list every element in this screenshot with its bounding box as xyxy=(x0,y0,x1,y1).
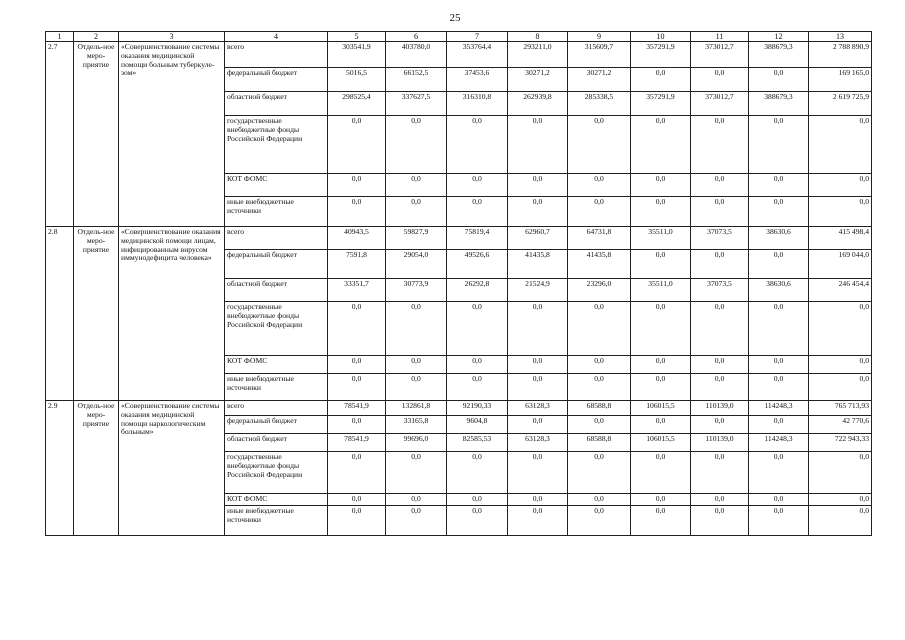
amount-cell: 285338,5 xyxy=(568,92,631,116)
measure-title: «Совершенствование оказания медицинской помощи лицам, инфицированным вирусом иммунодефицита человека» xyxy=(119,227,225,401)
amount-cell: 21524,9 xyxy=(508,279,568,302)
funding-source: федеральный бюджет xyxy=(225,68,328,92)
amount-cell: 0,0 xyxy=(749,116,809,174)
amount-cell: 106015,5 xyxy=(631,401,691,416)
amount-cell: 68588,8 xyxy=(568,434,631,452)
amount-cell: 33165,8 xyxy=(386,416,447,434)
total-amount-cell: 0,0 xyxy=(809,197,872,227)
amount-cell: 0,0 xyxy=(691,356,749,374)
amount-cell: 99696,0 xyxy=(386,434,447,452)
column-header: 2 xyxy=(74,32,119,42)
amount-cell: 0,0 xyxy=(749,68,809,92)
amount-cell: 0,0 xyxy=(386,374,447,401)
funding-source: федеральный бюджет xyxy=(225,416,328,434)
amount-cell: 0,0 xyxy=(386,356,447,374)
total-amount-cell: 169 044,0 xyxy=(809,250,872,279)
amount-cell: 0,0 xyxy=(447,452,508,494)
amount-cell: 0,0 xyxy=(568,452,631,494)
measure-type: Отдель-ное меро-приятие xyxy=(74,227,119,401)
amount-cell: 0,0 xyxy=(508,416,568,434)
amount-cell: 26292,8 xyxy=(447,279,508,302)
amount-cell: 0,0 xyxy=(568,416,631,434)
page-number: 25 xyxy=(449,12,461,24)
amount-cell: 0,0 xyxy=(691,116,749,174)
column-header: 6 xyxy=(386,32,447,42)
amount-cell: 0,0 xyxy=(568,506,631,536)
amount-cell: 66152,5 xyxy=(386,68,447,92)
amount-cell: 41435,8 xyxy=(568,250,631,279)
total-row xyxy=(46,42,872,68)
amount-cell: 0,0 xyxy=(508,494,568,506)
amount-cell: 0,0 xyxy=(328,416,386,434)
amount-cell: 0,0 xyxy=(568,356,631,374)
amount-cell: 0,0 xyxy=(691,68,749,92)
total-amount-cell: 246 454,4 xyxy=(809,279,872,302)
amount-cell: 357291,9 xyxy=(631,92,691,116)
amount-cell: 0,0 xyxy=(749,494,809,506)
amount-cell: 0,0 xyxy=(568,174,631,197)
amount-cell: 62960,7 xyxy=(508,227,568,250)
budget-table xyxy=(45,31,872,536)
amount-cell: 5016,5 xyxy=(328,68,386,92)
total-amount-cell: 0,0 xyxy=(809,374,872,401)
amount-cell: 0,0 xyxy=(691,494,749,506)
amount-cell: 303541,9 xyxy=(328,42,386,68)
column-header: 4 xyxy=(225,32,328,42)
amount-cell: 373012,7 xyxy=(691,42,749,68)
total-amount-cell: 0,0 xyxy=(809,452,872,494)
amount-cell: 0,0 xyxy=(568,197,631,227)
amount-cell: 403780,0 xyxy=(386,42,447,68)
amount-cell: 0,0 xyxy=(631,302,691,356)
amount-cell: 0,0 xyxy=(691,250,749,279)
amount-cell: 132861,8 xyxy=(386,401,447,416)
amount-cell: 0,0 xyxy=(386,506,447,536)
amount-cell: 0,0 xyxy=(508,452,568,494)
amount-cell: 0,0 xyxy=(631,250,691,279)
amount-cell: 64731,8 xyxy=(568,227,631,250)
amount-cell: 37073,5 xyxy=(691,279,749,302)
amount-cell: 0,0 xyxy=(386,494,447,506)
amount-cell: 0,0 xyxy=(447,506,508,536)
funding-source: государственные внебюджетные фонды Российской Федерации xyxy=(225,302,328,356)
amount-cell: 0,0 xyxy=(631,116,691,174)
total-amount-cell: 0,0 xyxy=(809,174,872,197)
amount-cell: 110139,0 xyxy=(691,434,749,452)
amount-cell: 388679,3 xyxy=(749,42,809,68)
amount-cell: 0,0 xyxy=(691,416,749,434)
amount-cell: 0,0 xyxy=(568,302,631,356)
amount-cell: 106015,5 xyxy=(631,434,691,452)
amount-cell: 0,0 xyxy=(631,452,691,494)
column-header: 5 xyxy=(328,32,386,42)
amount-cell: 78541,9 xyxy=(328,401,386,416)
amount-cell: 0,0 xyxy=(447,197,508,227)
funding-source: КОТ ФОМС xyxy=(225,174,328,197)
total-amount-cell: 42 770,6 xyxy=(809,416,872,434)
amount-cell: 82585,53 xyxy=(447,434,508,452)
amount-cell: 0,0 xyxy=(749,452,809,494)
amount-cell: 0,0 xyxy=(631,374,691,401)
measure-title: «Совершенствование системы оказания медицинской помощи больным туберкуле-зом» xyxy=(119,42,225,227)
measure-title: «Совершенствование системы оказания медицинской помощи наркологическим больным» xyxy=(119,401,225,536)
amount-cell: 38630,6 xyxy=(749,279,809,302)
amount-cell: 33351,7 xyxy=(328,279,386,302)
amount-cell: 0,0 xyxy=(328,506,386,536)
amount-cell: 0,0 xyxy=(508,506,568,536)
amount-cell: 35511,0 xyxy=(631,279,691,302)
funding-source: государственные внебюджетные фонды Российской Федерации xyxy=(225,452,328,494)
measure-index: 2.7 xyxy=(46,42,74,227)
amount-cell: 40943,5 xyxy=(328,227,386,250)
total-amount-cell: 0,0 xyxy=(809,302,872,356)
amount-cell: 0,0 xyxy=(749,416,809,434)
column-header: 1 xyxy=(46,32,74,42)
amount-cell: 0,0 xyxy=(328,197,386,227)
amount-cell: 9604,8 xyxy=(447,416,508,434)
amount-cell: 0,0 xyxy=(749,374,809,401)
measure-index: 2.8 xyxy=(46,227,74,401)
amount-cell: 0,0 xyxy=(749,302,809,356)
amount-cell: 0,0 xyxy=(328,302,386,356)
total-amount-cell: 722 943,33 xyxy=(809,434,872,452)
amount-cell: 30271,2 xyxy=(568,68,631,92)
amount-cell: 0,0 xyxy=(386,302,447,356)
amount-cell: 0,0 xyxy=(749,506,809,536)
amount-cell: 0,0 xyxy=(508,174,568,197)
funding-source: областной бюджет xyxy=(225,279,328,302)
amount-cell: 315609,7 xyxy=(568,42,631,68)
measure-index: 2.9 xyxy=(46,401,74,536)
amount-cell: 388679,3 xyxy=(749,92,809,116)
amount-cell: 63128,3 xyxy=(508,434,568,452)
amount-cell: 0,0 xyxy=(691,302,749,356)
amount-cell: 0,0 xyxy=(447,494,508,506)
column-header: 3 xyxy=(119,32,225,42)
total-amount-cell: 2 788 890,9 xyxy=(809,42,872,68)
total-amount-cell: 0,0 xyxy=(809,356,872,374)
amount-cell: 298525,4 xyxy=(328,92,386,116)
funding-source: всего xyxy=(225,401,328,416)
amount-cell: 29054,0 xyxy=(386,250,447,279)
amount-cell: 92190,33 xyxy=(447,401,508,416)
column-header: 12 xyxy=(749,32,809,42)
amount-cell: 0,0 xyxy=(631,506,691,536)
amount-cell: 0,0 xyxy=(328,374,386,401)
funding-source: КОТ ФОМС xyxy=(225,356,328,374)
column-header: 8 xyxy=(508,32,568,42)
funding-source: КОТ ФОМС xyxy=(225,494,328,506)
amount-cell: 0,0 xyxy=(328,116,386,174)
total-amount-cell: 0,0 xyxy=(809,116,872,174)
amount-cell: 0,0 xyxy=(691,506,749,536)
amount-cell: 0,0 xyxy=(508,356,568,374)
amount-cell: 0,0 xyxy=(568,374,631,401)
amount-cell: 23296,0 xyxy=(568,279,631,302)
funding-source: областной бюджет xyxy=(225,92,328,116)
amount-cell: 293211,0 xyxy=(508,42,568,68)
amount-cell: 0,0 xyxy=(447,116,508,174)
column-header-row xyxy=(46,32,872,42)
amount-cell: 0,0 xyxy=(447,374,508,401)
amount-cell: 0,0 xyxy=(508,302,568,356)
budget-table-body xyxy=(46,42,872,536)
amount-cell: 0,0 xyxy=(328,174,386,197)
column-header: 11 xyxy=(691,32,749,42)
total-row xyxy=(46,401,872,416)
amount-cell: 0,0 xyxy=(508,374,568,401)
total-row xyxy=(46,227,872,250)
amount-cell: 0,0 xyxy=(386,116,447,174)
column-header: 7 xyxy=(447,32,508,42)
amount-cell: 30773,9 xyxy=(386,279,447,302)
amount-cell: 0,0 xyxy=(447,174,508,197)
amount-cell: 0,0 xyxy=(691,374,749,401)
column-header: 9 xyxy=(568,32,631,42)
funding-source: всего xyxy=(225,227,328,250)
amount-cell: 0,0 xyxy=(508,197,568,227)
amount-cell: 0,0 xyxy=(691,452,749,494)
amount-cell: 357291,9 xyxy=(631,42,691,68)
amount-cell: 0,0 xyxy=(631,494,691,506)
amount-cell: 0,0 xyxy=(328,356,386,374)
amount-cell: 59827,9 xyxy=(386,227,447,250)
amount-cell: 7591,8 xyxy=(328,250,386,279)
amount-cell: 114248,3 xyxy=(749,401,809,416)
funding-source: иные внебюджетные источники xyxy=(225,374,328,401)
amount-cell: 63128,3 xyxy=(508,401,568,416)
amount-cell: 0,0 xyxy=(631,416,691,434)
amount-cell: 30271,2 xyxy=(508,68,568,92)
amount-cell: 353764,4 xyxy=(447,42,508,68)
column-header: 10 xyxy=(631,32,691,42)
amount-cell: 262939,8 xyxy=(508,92,568,116)
amount-cell: 0,0 xyxy=(631,356,691,374)
amount-cell: 49526,6 xyxy=(447,250,508,279)
total-amount-cell: 765 713,93 xyxy=(809,401,872,416)
measure-type: Отдель-ное меро-приятие xyxy=(74,401,119,536)
amount-cell: 316310,8 xyxy=(447,92,508,116)
total-amount-cell: 0,0 xyxy=(809,506,872,536)
total-amount-cell: 169 165,0 xyxy=(809,68,872,92)
funding-source: федеральный бюджет xyxy=(225,250,328,279)
amount-cell: 0,0 xyxy=(749,250,809,279)
amount-cell: 0,0 xyxy=(568,494,631,506)
funding-source: областной бюджет xyxy=(225,434,328,452)
amount-cell: 0,0 xyxy=(749,174,809,197)
amount-cell: 37453,6 xyxy=(447,68,508,92)
total-amount-cell: 2 619 725,9 xyxy=(809,92,872,116)
amount-cell: 0,0 xyxy=(691,174,749,197)
amount-cell: 78541,9 xyxy=(328,434,386,452)
total-amount-cell: 0,0 xyxy=(809,494,872,506)
amount-cell: 0,0 xyxy=(447,356,508,374)
funding-source: всего xyxy=(225,42,328,68)
amount-cell: 68588,8 xyxy=(568,401,631,416)
amount-cell: 373012,7 xyxy=(691,92,749,116)
amount-cell: 75819,4 xyxy=(447,227,508,250)
amount-cell: 0,0 xyxy=(386,174,447,197)
amount-cell: 337627,5 xyxy=(386,92,447,116)
amount-cell: 0,0 xyxy=(508,116,568,174)
amount-cell: 0,0 xyxy=(328,494,386,506)
amount-cell: 37073,5 xyxy=(691,227,749,250)
amount-cell: 35511,0 xyxy=(631,227,691,250)
funding-source: государственные внебюджетные фонды Российской Федерации xyxy=(225,116,328,174)
amount-cell: 0,0 xyxy=(328,452,386,494)
amount-cell: 110139,0 xyxy=(691,401,749,416)
amount-cell: 0,0 xyxy=(631,197,691,227)
funding-source: иные внебюджетные источники xyxy=(225,506,328,536)
amount-cell: 0,0 xyxy=(568,116,631,174)
amount-cell: 0,0 xyxy=(631,68,691,92)
amount-cell: 0,0 xyxy=(749,197,809,227)
amount-cell: 0,0 xyxy=(386,452,447,494)
amount-cell: 0,0 xyxy=(631,174,691,197)
column-header: 13 xyxy=(809,32,872,42)
amount-cell: 114248,3 xyxy=(749,434,809,452)
funding-source: иные внебюджетные источники xyxy=(225,197,328,227)
amount-cell: 0,0 xyxy=(386,197,447,227)
amount-cell: 0,0 xyxy=(749,356,809,374)
measure-type: Отдель-ное меро-приятие xyxy=(74,42,119,227)
amount-cell: 41435,8 xyxy=(508,250,568,279)
amount-cell: 38630,6 xyxy=(749,227,809,250)
amount-cell: 0,0 xyxy=(447,302,508,356)
total-amount-cell: 415 498,4 xyxy=(809,227,872,250)
amount-cell: 0,0 xyxy=(691,197,749,227)
